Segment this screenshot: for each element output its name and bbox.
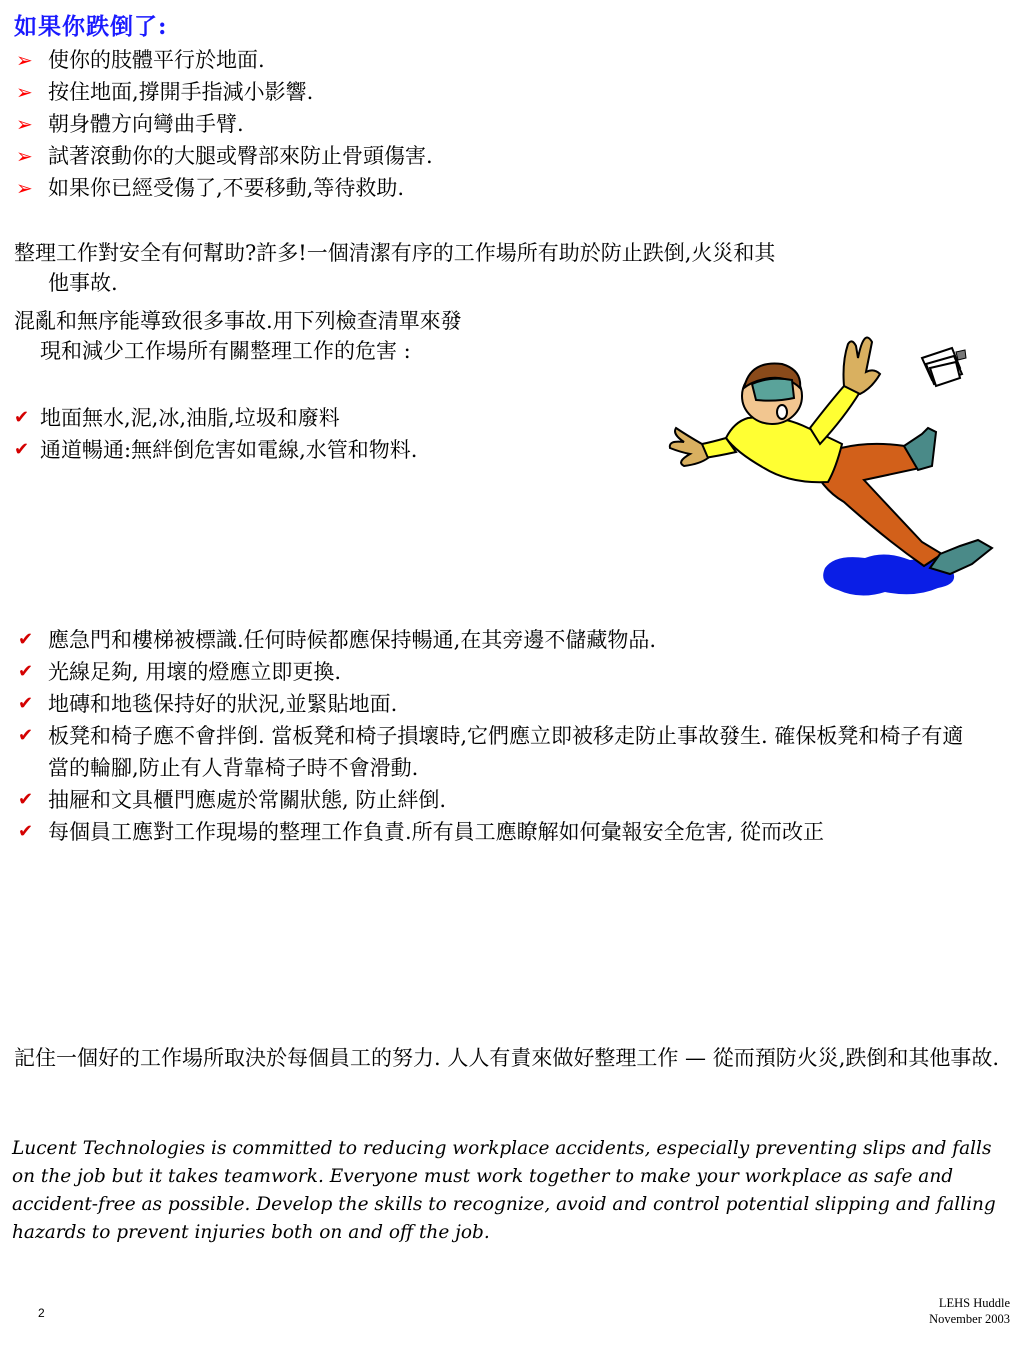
checklist-intro: 混亂和無序能導致很多事故.用下列檢查清單來發 現和減少工作場所有關整理工作的危害 : [14, 309, 462, 363]
list-item: ➢ 使你的肢體平行於地面. [14, 44, 433, 76]
arrow-bullet-icon: ➢ [16, 176, 33, 200]
slipping-worker-illustration [660, 318, 1020, 608]
page-number: 2 [38, 1306, 45, 1320]
check-mark-icon: ✔ [18, 725, 34, 746]
check-mark-icon: ✔ [14, 407, 30, 428]
check-mark-icon: ✔ [14, 439, 30, 460]
list-item: ➢ 如果你已經受傷了,不要移動,等待救助. [14, 172, 433, 204]
checklist-bottom [14, 624, 974, 848]
list-item: ✔ 抽屜和文具櫃門應處於常關狀態, 防止絆倒. [14, 784, 974, 816]
list-item: ✔ 每個員工應對工作現場的整理工作負責.所有員工應瞭解如何彙報安全危害, 從而改正 [14, 816, 974, 848]
list-item: ✔ 應急門和樓梯被標識.任何時候都應保持暢通,在其旁邊不儲藏物品. [14, 624, 974, 656]
list-item: ➢ 按住地面,撐開手指減小影響. [14, 76, 433, 108]
page-title: 如果你跌倒了: [14, 13, 168, 40]
check-mark-icon: ✔ [18, 789, 34, 810]
footer-line: November 2003 [929, 1312, 1010, 1326]
arrow-bullet-icon: ➢ [16, 48, 33, 72]
remember-paragraph: 記住一個好的工作場所取決於每個員工的努力. 人人有責來做好整理工作 — 從而預防火災,跌倒和其他事故. [14, 1046, 1000, 1070]
list-item: ✔ 光線足夠, 用壞的燈應立即更換. [14, 656, 974, 688]
check-mark-icon: ✔ [18, 821, 34, 842]
list-item: ➢ 朝身體方向彎曲手臂. [14, 108, 433, 140]
arrow-bullet-icon: ➢ [16, 112, 33, 136]
footer [929, 1295, 1010, 1327]
list-item: ✔ 地磚和地毯保持好的狀況,並緊貼地面. [14, 688, 974, 720]
list-item: ✔ 地面無水,泥,冰,油脂,垃圾和廢料 [14, 402, 417, 434]
list-item: ✔ 板凳和椅子應不會拌倒. 當板凳和椅子損壞時,它們應立即被移走防止事故發生. 確保板凳和椅子有適當的輪腳,防止有人背靠椅子時不會滑動. [14, 720, 974, 784]
check-mark-icon: ✔ [18, 661, 34, 682]
list-item: ➢ 試著滾動你的大腿或臀部來防止骨頭傷害. [14, 140, 433, 172]
papers-icon [922, 348, 966, 386]
footer-line: LEHS Huddle [938, 1296, 1010, 1310]
arrow-bullet-icon: ➢ [16, 80, 33, 104]
fall-tips-list [14, 44, 433, 204]
goggles-icon [752, 379, 794, 401]
english-note: Lucent Technologies is committed to reducing workplace accidents, especially preventing slips and falls on the job but it takes teamwork. Everyone must work together to make your workplace as safe and accident-free as possible. Develop the skills to recognize, avoid and control potential slipping and falling hazards to prevent injuries both on and off the job. [12, 1138, 996, 1243]
check-mark-icon: ✔ [18, 693, 34, 714]
arrow-bullet-icon: ➢ [16, 144, 33, 168]
list-item: ✔ 通道暢通:無絆倒危害如電線,水管和物料. [14, 434, 417, 466]
checklist-top [14, 402, 417, 466]
check-mark-icon: ✔ [18, 629, 34, 650]
housekeeping-paragraph: 整理工作對安全有何幫助?許多!一個清潔有序的工作場所有助於防止跌倒,火災和其 他事故. [14, 241, 776, 295]
